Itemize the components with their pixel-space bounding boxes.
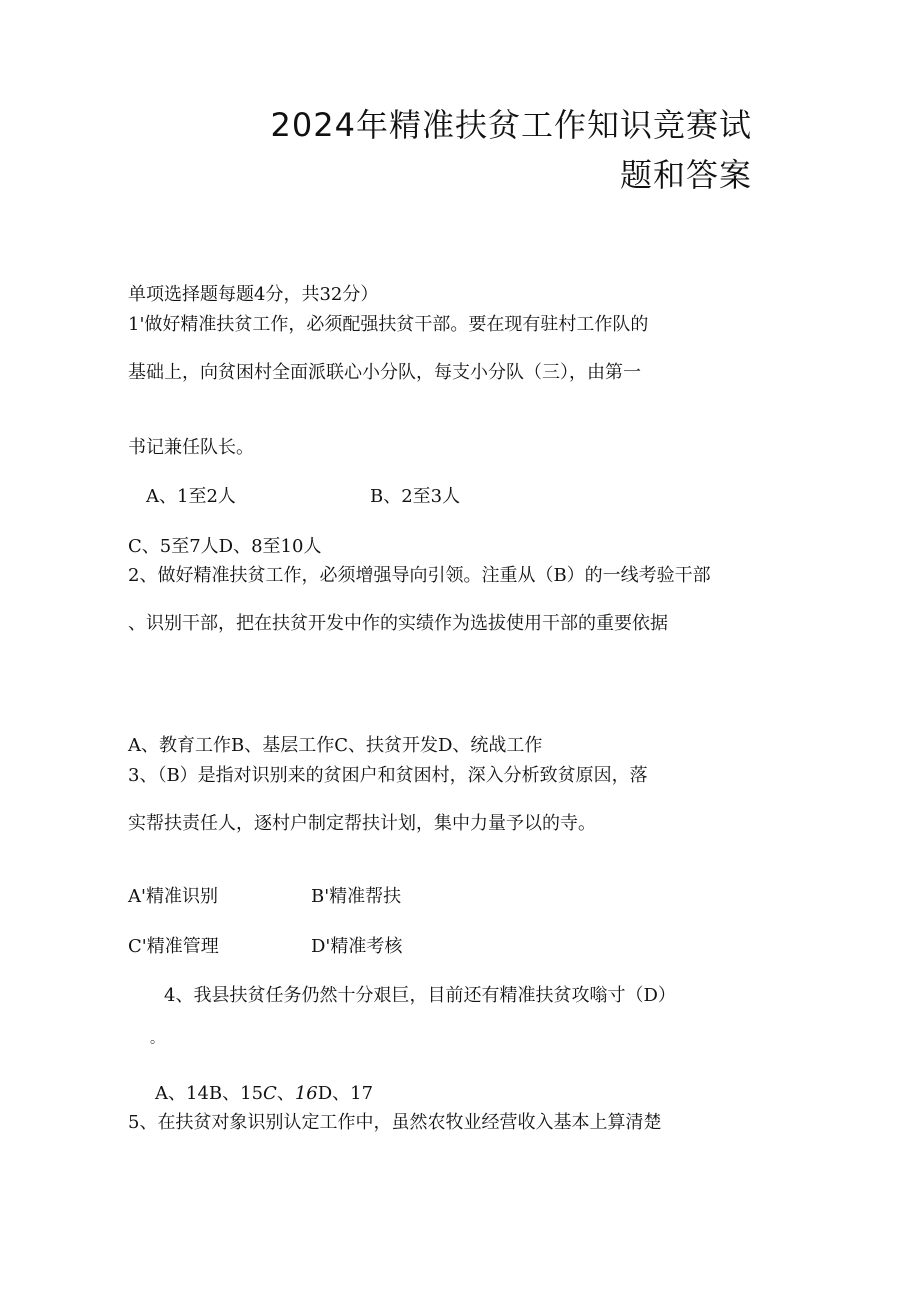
question-3-line-1: 3、（B）是指对识别来的贫困户和贫困村，深入分析致贫原因，落 bbox=[128, 765, 648, 786]
title-line-2: 题和答案 bbox=[619, 156, 752, 194]
question-1-option-b: B、2至3人 bbox=[370, 486, 461, 507]
question-4-line-1: 4、我县扶贫任务仍然十分艰巨，目前还有精准扶贫攻嗡寸（D） bbox=[164, 985, 676, 1006]
question-3-option-d: D'精准考核 bbox=[311, 936, 403, 957]
question-1-options-cd: C、5至7人D、8至10人 bbox=[128, 536, 322, 557]
title-line-1: 2024年精准扶贫工作知识竞赛试 bbox=[270, 106, 752, 144]
question-3-option-a: A'精准识别 bbox=[128, 886, 218, 907]
section-heading: 单项选择题每题4分，共32分） bbox=[128, 284, 379, 305]
question-4-options-ab: A、14B、15 bbox=[155, 1083, 264, 1104]
question-1-line-2: 基础上，向贫困村全面派联心小分队，每支小分队（三），由第一 bbox=[128, 362, 641, 383]
question-4-options-separator: 、 bbox=[276, 1083, 295, 1104]
question-4-option-c-letter: C bbox=[263, 1083, 277, 1104]
question-3-option-c: C'精准管理 bbox=[128, 936, 219, 957]
question-2-line-1: 2、做好精准扶贫工作，必须增强导向引领。注重从（B）的一线考验干部 bbox=[128, 565, 711, 586]
question-2-options: A、教育工作B、基层工作C、扶贫开发D、统战工作 bbox=[128, 735, 543, 756]
question-3-option-b: B'精准帮扶 bbox=[311, 886, 402, 907]
question-1-option-a: A、1至2人 bbox=[146, 486, 236, 507]
question-4-options bbox=[155, 1079, 373, 1105]
question-4-option-d: D、17 bbox=[317, 1083, 374, 1104]
question-4-line-2: 。 bbox=[150, 1031, 164, 1047]
question-3-line-2: 实帮扶责任人，逐村户制定帮扶计划，集中力量予以的寺。 bbox=[128, 813, 596, 834]
question-5-line-1: 5、在扶贫对象识别认定工作中，虽然农牧业经营收入基本上算清楚 bbox=[128, 1112, 662, 1133]
question-1-line-1: 1'做好精准扶贫工作，必须配强扶贫干部。要在现有驻村工作队的 bbox=[128, 314, 649, 335]
question-1-line-3: 书记兼任队长。 bbox=[128, 437, 254, 458]
question-2-line-2: 、识别干部，把在扶贫开发中作的实绩作为选拔使用干部的重要依据 bbox=[128, 613, 668, 634]
question-4-option-c-value: 16 bbox=[294, 1083, 318, 1104]
